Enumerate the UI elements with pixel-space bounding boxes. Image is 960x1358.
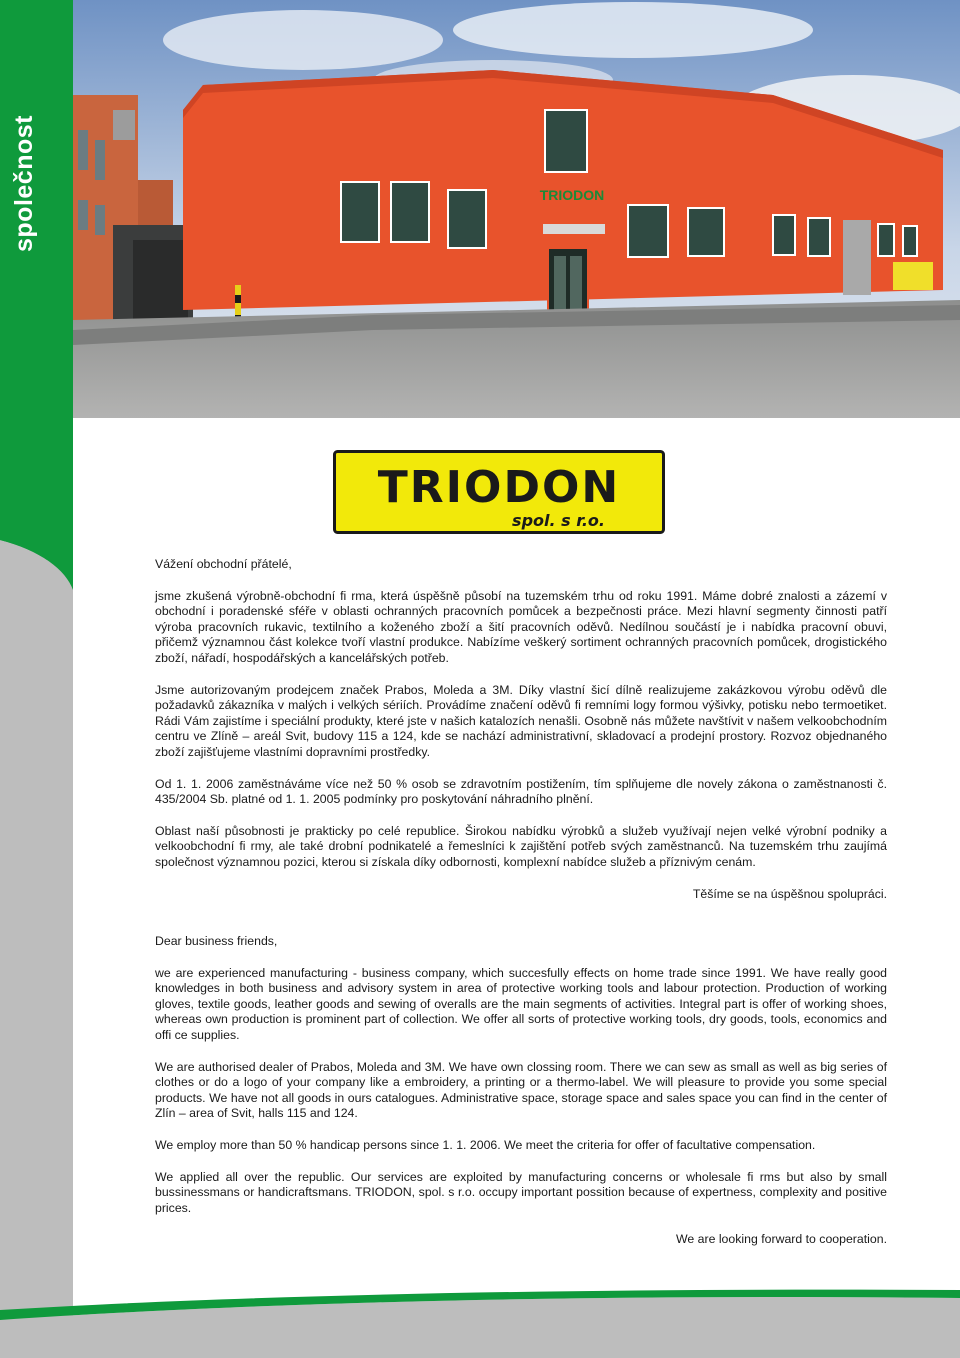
letter-body: [155, 557, 887, 1264]
english-greeting: Dear business friends,: [155, 934, 278, 949]
english-paragraph-3: We employ more than 50 % handicap persons since 1. 1. 2006. We meet the criteria for offer of facultative compensation.: [155, 1138, 816, 1153]
czech-paragraph-1: jsme zkušená výrobně-obchodní fi rma, která úspěšně působí na tuzemském trhu od roku 1991. Máme dobré znalosti a zázemí v obchodní i poradenské sféře v oblasti ochranných pracovních pomůcek a bezpečnosti práce. Mezi hlavní segmenty činnosti patří výroba pracovních rukavic, textilního a koženého zboží a šití pracovních oděvů. Nedílnou součástí je i nabídka pracovní obuvi, přičemž významnou část kolekce tvoří vlastní produkce. Nabízíme veškerý sortiment ochranných pracovních pomůcek, drogistického zboží, nářadí, hospodářských a kancelářských potřeb.: [155, 588, 887, 665]
english-paragraph-2: We are authorised dealer of Prabos, Moleda and 3M. We have own clossing room. There we can sew as small as well as big series of clothes or do a logo of your company like a embroidery, a printing or a thermo-label. We will pleasure to provide you some special products. We have not all goods in ours catalogues. Administrative space, storage space and sales space you can find in the center of Zlín – area of Svit, halls 115 and 124.: [155, 1059, 887, 1121]
czech-paragraph-4: Oblast naší působnosti je prakticky po celé republice. Širokou nabídku výrobků a služeb využívají nejen velké výrobní podniky a velkoobchodní fi rmy, ale také drobní podnikatelé a řemeslníci k zajištění potřeb svých zaměstnanců. Na tuzemském trhu zaujímá společnost významnou pozici, kterou si získala díky odbornosti, komplexní nabídce služeb a příznivým cenám.: [155, 823, 887, 869]
bottom-decoration: [0, 1280, 960, 1358]
sidebar-curve: [0, 480, 146, 680]
czech-closing: Těšíme se na úspěšnou spolupráci.: [692, 886, 887, 901]
english-closing: We are looking forward to cooperation.: [676, 1232, 887, 1247]
sidebar-title: společnost: [10, 115, 38, 252]
logo-sub: spol. s r.o.: [512, 511, 605, 530]
building-sign: TRIODON: [539, 187, 605, 203]
logo-name: TRIODON: [377, 462, 621, 513]
building-illustration: [73, 0, 960, 418]
english-paragraph-4: We applied all over the republic. Our services are exploited by manufacturing concerns or wholesale fi rms but also by small bussinessmans or handicraftsmans. TRIODON, spol. s r.o. occupy important possition because of expertness, complexity and positive prices.: [155, 1169, 887, 1215]
czech-greeting: Vážení obchodní přátelé,: [155, 557, 292, 571]
czech-paragraph-2: Jsme autorizovaným prodejcem značek Prabos, Moleda a 3M. Díky vlastní šicí dílně realizujeme zakázkovou výrobu oděvů dle požadavků zákazníka v malých i velkých sériích. Provádíme značení oděvů fi remními logy formou výšivky, potisku nebo termoetiket. Rádi Vám zajistíme i speciální produkty, které jste v našich katalozích nenašli. Osobně nás můžete navštívit v našem velkoobchodním centru ve Zlíně – areál Svit, budovy 115 a 124, kde se nachází administrativní, skladovací a prodejní prostory. Rozvoz objednaného zboží zajišťujeme vlastními dopravními prostředky.: [155, 682, 887, 759]
czech-paragraph-3: Od 1. 1. 2006 zaměstnáváme více než 50 % osob se zdravotním postižením, tím splňujeme dle novely zákona o zaměstnanosti č. 435/2004 Sb. platné od 1. 1. 2005 podmínky pro poskytování náhradního plnění.: [155, 776, 887, 807]
building-photo: [73, 0, 960, 418]
company-logo: [333, 450, 665, 534]
sidebar: [0, 0, 73, 1358]
english-paragraph-1: we are experienced manufacturing - business company, which succesfully effects on home trade since 1991. We have really good knowledges in both business and advisory system in area of protective working tools and labour protection. Production of working gloves, textile goods, leather goods and sewing of overalls are the main segments of activities. Integral part is offer of working shoes, whereas own production is prominent part of collection. We offer all sorts of protective working tools, dry goods, tools, economics and offi ce supplies.: [155, 965, 887, 1043]
